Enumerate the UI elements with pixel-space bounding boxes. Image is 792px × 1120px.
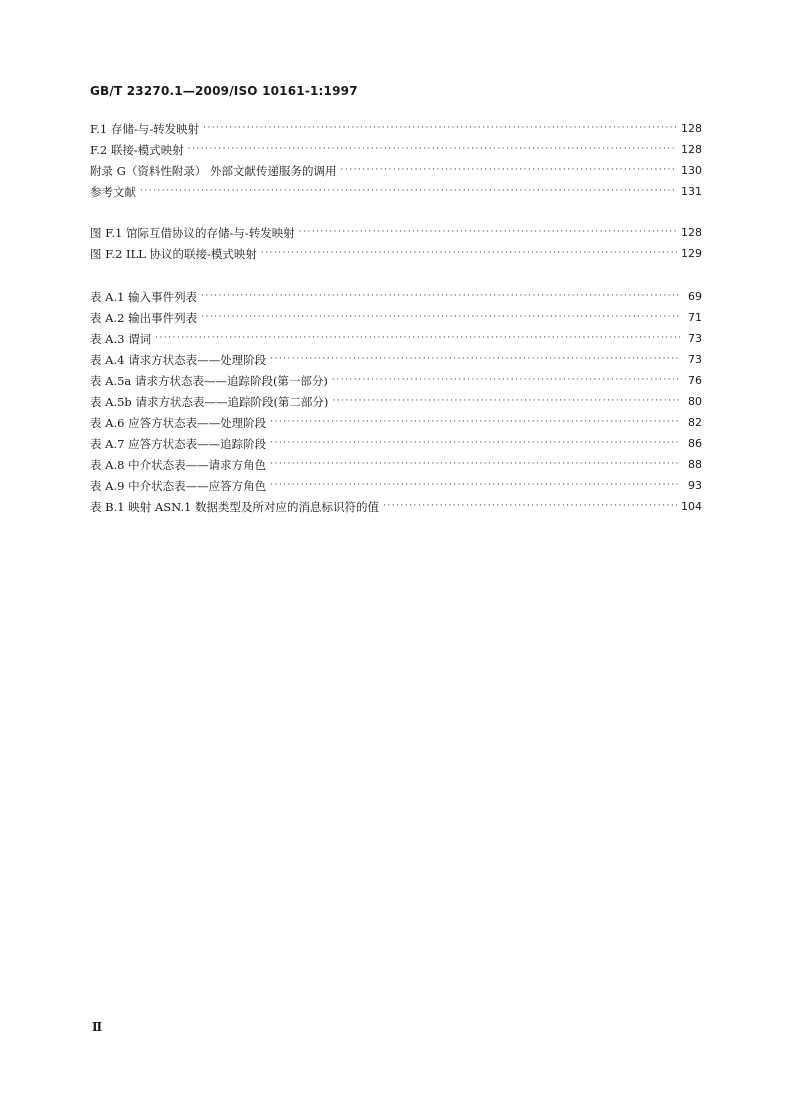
toc-entry-label: 图 F.2 ILL 协议的联接-模式映射 (90, 246, 257, 261)
toc-entry[interactable] (90, 433, 702, 454)
toc-entry-label: F.2 联接-模式映射 (90, 142, 184, 157)
toc-entry[interactable] (90, 243, 702, 264)
toc-entry-page: 131 (681, 185, 702, 198)
toc-entry-page: 104 (681, 500, 702, 513)
toc-entry-page: 80 (688, 395, 702, 408)
toc-entry[interactable] (90, 349, 702, 370)
toc-entry-page: 93 (688, 479, 702, 492)
toc-entry[interactable] (90, 496, 702, 517)
toc-entry[interactable] (90, 222, 702, 243)
toc-leader-dots (201, 286, 680, 307)
toc-entry-label: 表 A.2 输出事件列表 (90, 310, 198, 325)
toc-entry[interactable] (90, 118, 702, 139)
toc-leader-dots (383, 496, 677, 517)
toc-entry[interactable] (90, 286, 702, 307)
toc-leader-dots (270, 433, 680, 454)
toc-entry-label: 表 A.6 应答方状态表——处理阶段 (90, 415, 267, 430)
toc-entry-label: 图 F.1 馆际互借协议的存储-与-转发映射 (90, 225, 295, 240)
toc-leader-dots (201, 307, 680, 328)
toc-entry-label: 参考文献 (90, 184, 136, 199)
toc-entry-page: 73 (688, 353, 702, 366)
toc-entry[interactable] (90, 160, 702, 181)
toc-entry-page: 128 (681, 143, 702, 156)
toc-entry[interactable] (90, 412, 702, 433)
toc-entry[interactable] (90, 307, 702, 328)
toc-entry[interactable] (90, 391, 702, 412)
toc-entry-page: 129 (681, 247, 702, 260)
toc-entry-page: 130 (681, 164, 702, 177)
toc-entry[interactable] (90, 475, 702, 496)
toc-entry-page: 71 (688, 311, 702, 324)
toc-entry-label: 表 A.9 中介状态表——应答方角色 (90, 478, 267, 493)
toc-leader-dots (341, 160, 678, 181)
toc-leader-dots (261, 243, 677, 264)
toc-leader-dots (270, 349, 680, 370)
toc-entry-page: 76 (688, 374, 702, 387)
toc-leader-dots (140, 181, 677, 202)
toc-entry-page: 69 (688, 290, 702, 303)
toc-leader-dots (299, 222, 677, 243)
toc-leader-dots (270, 454, 680, 475)
toc-leader-dots (188, 139, 677, 160)
toc-entry-label: 表 A.5b 请求方状态表——追踪阶段(第二部分) (90, 394, 329, 409)
toc-section-figures (90, 222, 702, 264)
toc-entry-page: 88 (688, 458, 702, 471)
toc-leader-dots (270, 475, 680, 496)
toc-entry[interactable] (90, 370, 702, 391)
toc-entry-label: 表 A.7 应答方状态表——追踪阶段 (90, 436, 267, 451)
toc-leader-dots (203, 118, 677, 139)
toc-leader-dots (332, 370, 680, 391)
toc-leader-dots (155, 328, 680, 349)
toc-entry[interactable] (90, 454, 702, 475)
toc-section-appendix (90, 118, 702, 202)
toc-entry[interactable] (90, 328, 702, 349)
toc-entry-label: 附录 G（资料性附录） 外部文献传递服务的调用 (90, 163, 337, 178)
toc-entry-page: 128 (681, 226, 702, 239)
toc-leader-dots (270, 412, 680, 433)
toc-entry[interactable] (90, 139, 702, 160)
toc-entry-label: F.1 存储-与-转发映射 (90, 121, 200, 136)
toc-entry[interactable] (90, 181, 702, 202)
toc-entry-label: 表 A.1 输入事件列表 (90, 289, 198, 304)
page-number: Ⅱ (92, 1020, 103, 1034)
document-header: GB/T 23270.1—2009/ISO 10161-1:1997 (90, 84, 358, 98)
toc-entry-page: 82 (688, 416, 702, 429)
toc-entry-page: 86 (688, 437, 702, 450)
toc-entry-label: 表 A.3 谓词 (90, 331, 152, 346)
toc-entry-label: 表 A.8 中介状态表——请求方角色 (90, 457, 267, 472)
toc-entry-label: 表 A.4 请求方状态表——处理阶段 (90, 352, 267, 367)
toc-leader-dots (332, 391, 680, 412)
toc-entry-page: 73 (688, 332, 702, 345)
toc-entry-label: 表 A.5a 请求方状态表——追踪阶段(第一部分) (90, 373, 328, 388)
toc-section-tables (90, 286, 702, 517)
toc-entry-label: 表 B.1 映射 ASN.1 数据类型及所对应的消息标识符的值 (90, 499, 380, 514)
toc-entry-page: 128 (681, 122, 702, 135)
